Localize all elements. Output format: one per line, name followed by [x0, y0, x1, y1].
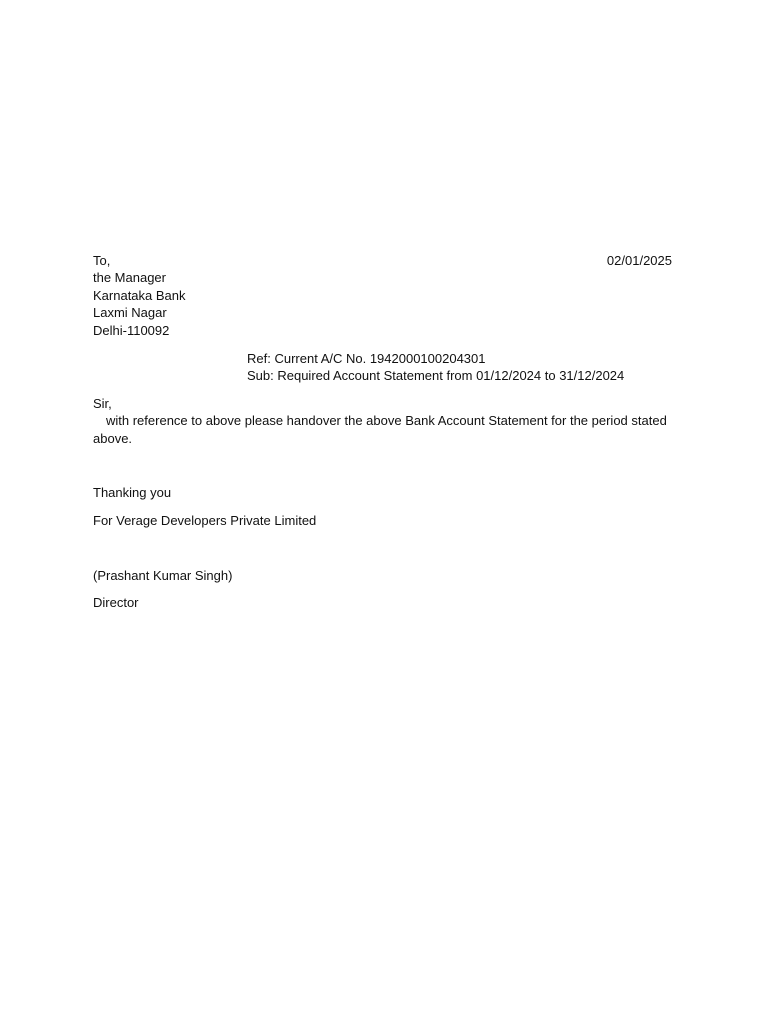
body-paragraph	[93, 412, 675, 448]
address-line-area: Laxmi Nagar	[93, 305, 167, 320]
subject-line: Sub: Required Account Statement from 01/12/2024 to 31/12/2024	[247, 368, 625, 383]
letter-date: 02/01/2025	[606, 253, 672, 268]
reference-line: Ref: Current A/C No. 1942000100204301	[247, 351, 486, 366]
company-line: For Verage Developers Private Limited	[93, 513, 317, 528]
signatory-title: Director	[93, 595, 139, 610]
address-line-manager: the Manager	[93, 270, 166, 285]
closing-line: Thanking you	[93, 485, 172, 500]
greeting: Sir,	[93, 396, 112, 411]
address-line-city: Delhi-110092	[93, 323, 170, 338]
address-line-bank: Karnataka Bank	[93, 288, 186, 303]
body-text: with reference to above please handover the above Bank Account Statement for the period stated above.	[93, 413, 667, 446]
to-label: To,	[93, 253, 111, 268]
signatory-name: (Prashant Kumar Singh)	[93, 568, 233, 583]
